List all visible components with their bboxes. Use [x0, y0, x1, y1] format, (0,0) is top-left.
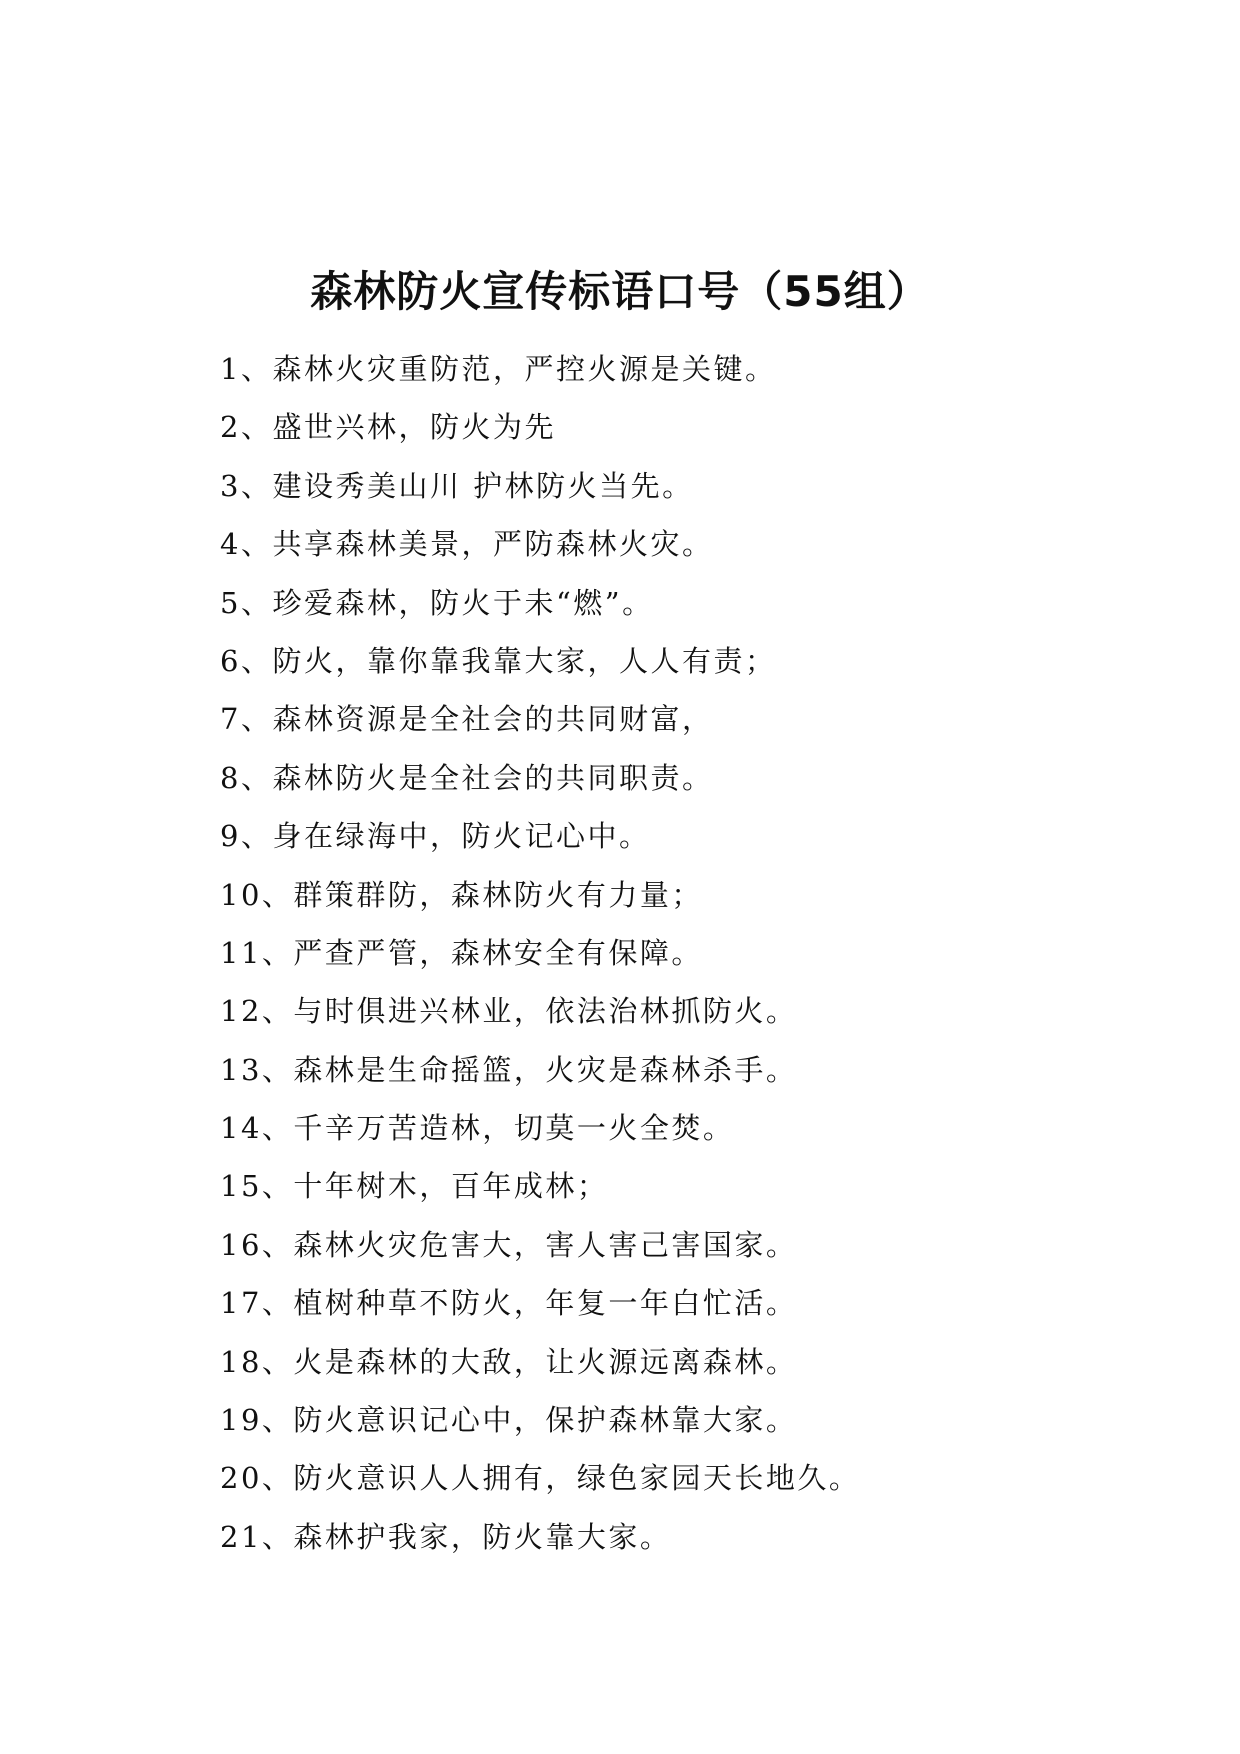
slogan-item: 20、防火意识人人拥有，绿色家园天长地久。 [220, 1461, 861, 1496]
slogan-item: 2、盛世兴林，防火为先 [220, 410, 556, 445]
slogan-item: 9、身在绿海中，防火记心中。 [220, 819, 651, 854]
slogan-item: 3、建设秀美山川 护林防火当先。 [220, 468, 694, 503]
slogan-item: 10、群策群防，森林防火有力量； [220, 877, 703, 912]
slogan-item: 19、防火意识记心中，保护森林靠大家。 [220, 1403, 798, 1438]
slogan-item: 11、严查严管，森林安全有保障。 [220, 935, 703, 970]
slogan-item: 21、森林护我家，防火靠大家。 [220, 1519, 672, 1554]
slogan-item: 16、森林火灾危害大，害人害己害国家。 [220, 1227, 798, 1262]
slogan-item: 13、森林是生命摇篮，火灾是森林杀手。 [220, 1052, 798, 1087]
slogan-item: 8、森林防火是全社会的共同职责。 [220, 760, 714, 795]
slogan-item: 5、珍爱森林，防火于未“燃”。 [220, 585, 654, 620]
slogan-item: 6、防火，靠你靠我靠大家，人人有责； [220, 643, 777, 678]
slogan-item: 7、森林资源是全社会的共同财富， [220, 702, 714, 737]
slogan-item: 12、与时俱进兴林业，依法治林抓防火。 [220, 994, 798, 1029]
slogan-list [220, 340, 860, 1566]
slogan-item: 18、火是森林的大敌，让火源远离森林。 [220, 1344, 798, 1379]
slogan-item: 4、共享森林美景，严防森林火灾。 [220, 527, 714, 562]
slogan-item: 17、植树种草不防火，年复一年白忙活。 [220, 1286, 798, 1321]
slogan-item: 15、十年树木，百年成林； [220, 1169, 609, 1204]
slogan-item: 14、千辛万苦造林，切莫一火全焚。 [220, 1111, 735, 1146]
slogan-item: 1、森林火灾重防范，严控火源是关键。 [220, 352, 777, 386]
document-title: 森林防火宣传标语口号（55组） [310, 267, 930, 316]
